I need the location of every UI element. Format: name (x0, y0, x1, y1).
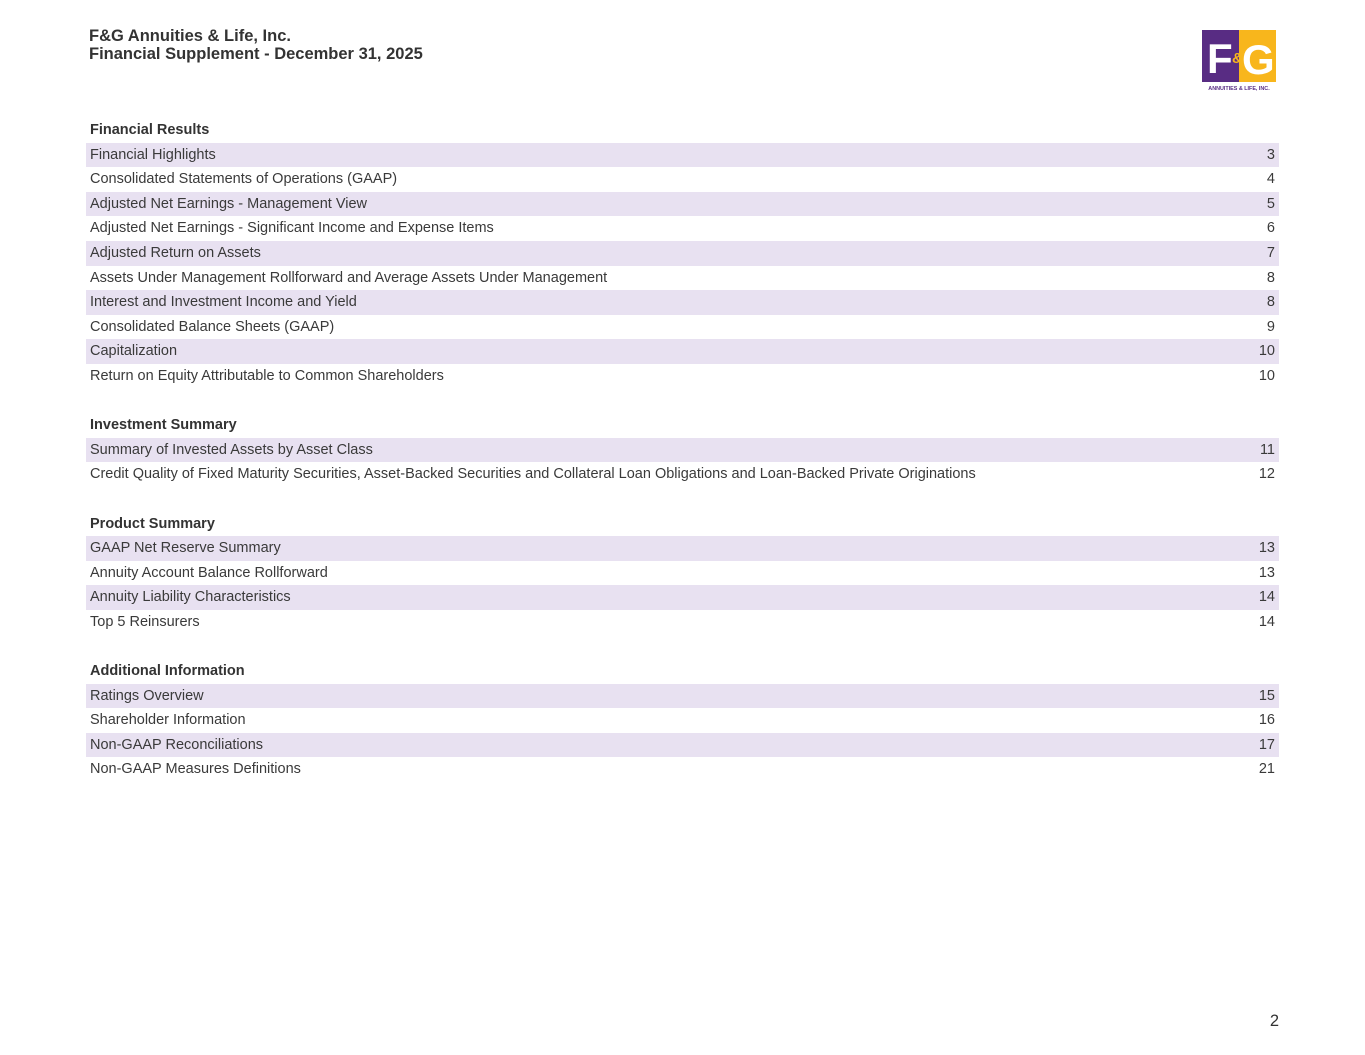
toc-entry[interactable] (86, 561, 1279, 586)
toc-entry-page: 10 (1258, 367, 1275, 384)
toc-entry-label: Ratings Overview (90, 687, 204, 704)
toc-entry[interactable] (86, 339, 1279, 364)
toc-entry[interactable] (86, 315, 1279, 340)
toc-entry-label: Assets Under Management Rollforward and Average Assets Under Management (90, 269, 608, 286)
toc-entry-label: Interest and Investment Income and Yield (90, 294, 357, 311)
section-heading: Investment Summary (90, 417, 237, 434)
svg-text:&: & (1232, 50, 1243, 67)
toc-entry-label: Consolidated Statements of Operations (GAAP) (90, 171, 398, 188)
toc-entry-label: Annuity Account Balance Rollforward (90, 564, 328, 581)
toc-entry-label: Adjusted Net Earnings - Management View (90, 195, 367, 212)
toc-entry-page: 8 (1266, 269, 1275, 286)
svg-text:F: F (1207, 35, 1233, 82)
toc-entry[interactable] (86, 684, 1279, 709)
toc-entry-page: 9 (1266, 318, 1275, 335)
toc-entry-label: Non-GAAP Measures Definitions (90, 761, 301, 778)
toc-entry-label: Consolidated Balance Sheets (GAAP) (90, 318, 335, 335)
toc-entry-label: Shareholder Information (90, 712, 246, 729)
toc-entry-page: 13 (1258, 564, 1275, 581)
document-header (89, 28, 423, 63)
toc-entry[interactable] (86, 536, 1279, 561)
toc-entry[interactable] (86, 462, 1279, 487)
toc-section (86, 413, 1279, 487)
table-of-contents (86, 118, 1279, 807)
toc-entry-page: 14 (1258, 589, 1275, 606)
toc-entry-label: Adjusted Return on Assets (90, 244, 261, 261)
toc-entry[interactable] (86, 364, 1279, 389)
toc-entry-page: 15 (1258, 687, 1275, 704)
toc-entry[interactable] (86, 241, 1279, 266)
toc-entry-page: 6 (1266, 220, 1275, 237)
section-heading: Additional Information (90, 663, 245, 680)
toc-entry-label: Annuity Liability Characteristics (90, 589, 291, 606)
toc-entry-page: 4 (1266, 171, 1275, 188)
svg-text:G: G (1242, 36, 1275, 83)
logo-tagline: ANNUITIES & LIFE, INC. (1208, 86, 1270, 92)
toc-entry[interactable] (86, 733, 1279, 758)
toc-entry-page: 11 (1259, 441, 1275, 458)
toc-entry-page: 17 (1258, 736, 1275, 753)
toc-section (86, 512, 1279, 635)
toc-entry[interactable] (86, 585, 1279, 610)
toc-entry[interactable] (86, 290, 1279, 315)
toc-entry-page: 7 (1266, 244, 1275, 261)
toc-entry-page: 13 (1258, 540, 1275, 557)
toc-entry-label: GAAP Net Reserve Summary (90, 540, 281, 557)
toc-entry-page: 14 (1258, 613, 1275, 630)
toc-entry[interactable] (86, 192, 1279, 217)
toc-entry-label: Summary of Invested Assets by Asset Class (90, 441, 373, 458)
section-heading: Product Summary (90, 515, 215, 532)
toc-entry[interactable] (86, 143, 1279, 168)
toc-entry[interactable] (86, 708, 1279, 733)
document-subtitle: Financial Supplement - December 31, 2025 (89, 44, 423, 63)
fg-logo (1201, 29, 1277, 93)
toc-entry[interactable] (86, 438, 1279, 463)
toc-entry[interactable] (86, 757, 1279, 782)
page-number: 2 (1269, 1012, 1279, 1030)
company-name: F&G Annuities & Life, Inc. (89, 27, 291, 45)
toc-section (86, 118, 1279, 389)
toc-entry-label: Credit Quality of Fixed Maturity Securities, Asset-Backed Securities and Collateral Loan Obligations and Loan-Backed Private Originations (90, 466, 976, 483)
toc-entry-page: 5 (1266, 195, 1275, 212)
toc-entry-label: Return on Equity Attributable to Common Shareholders (90, 367, 444, 384)
toc-entry-page: 10 (1258, 343, 1275, 360)
toc-section (86, 659, 1279, 782)
toc-entry-label: Non-GAAP Reconciliations (90, 736, 264, 753)
toc-entry-label: Capitalization (90, 343, 178, 360)
section-heading: Financial Results (90, 122, 210, 138)
toc-entry[interactable] (86, 216, 1279, 241)
toc-entry-page: 8 (1266, 294, 1275, 311)
toc-entry-page: 21 (1258, 761, 1275, 778)
toc-entry-page: 16 (1258, 712, 1275, 729)
toc-entry-page: 3 (1266, 146, 1275, 163)
toc-entry[interactable] (86, 167, 1279, 192)
toc-entry-page: 12 (1258, 466, 1275, 483)
toc-entry-label: Financial Highlights (90, 146, 216, 163)
toc-entry[interactable] (86, 266, 1279, 291)
toc-entry[interactable] (86, 610, 1279, 635)
toc-entry-label: Top 5 Reinsurers (90, 613, 200, 630)
toc-entry-label: Adjusted Net Earnings - Significant Income and Expense Items (90, 220, 494, 237)
